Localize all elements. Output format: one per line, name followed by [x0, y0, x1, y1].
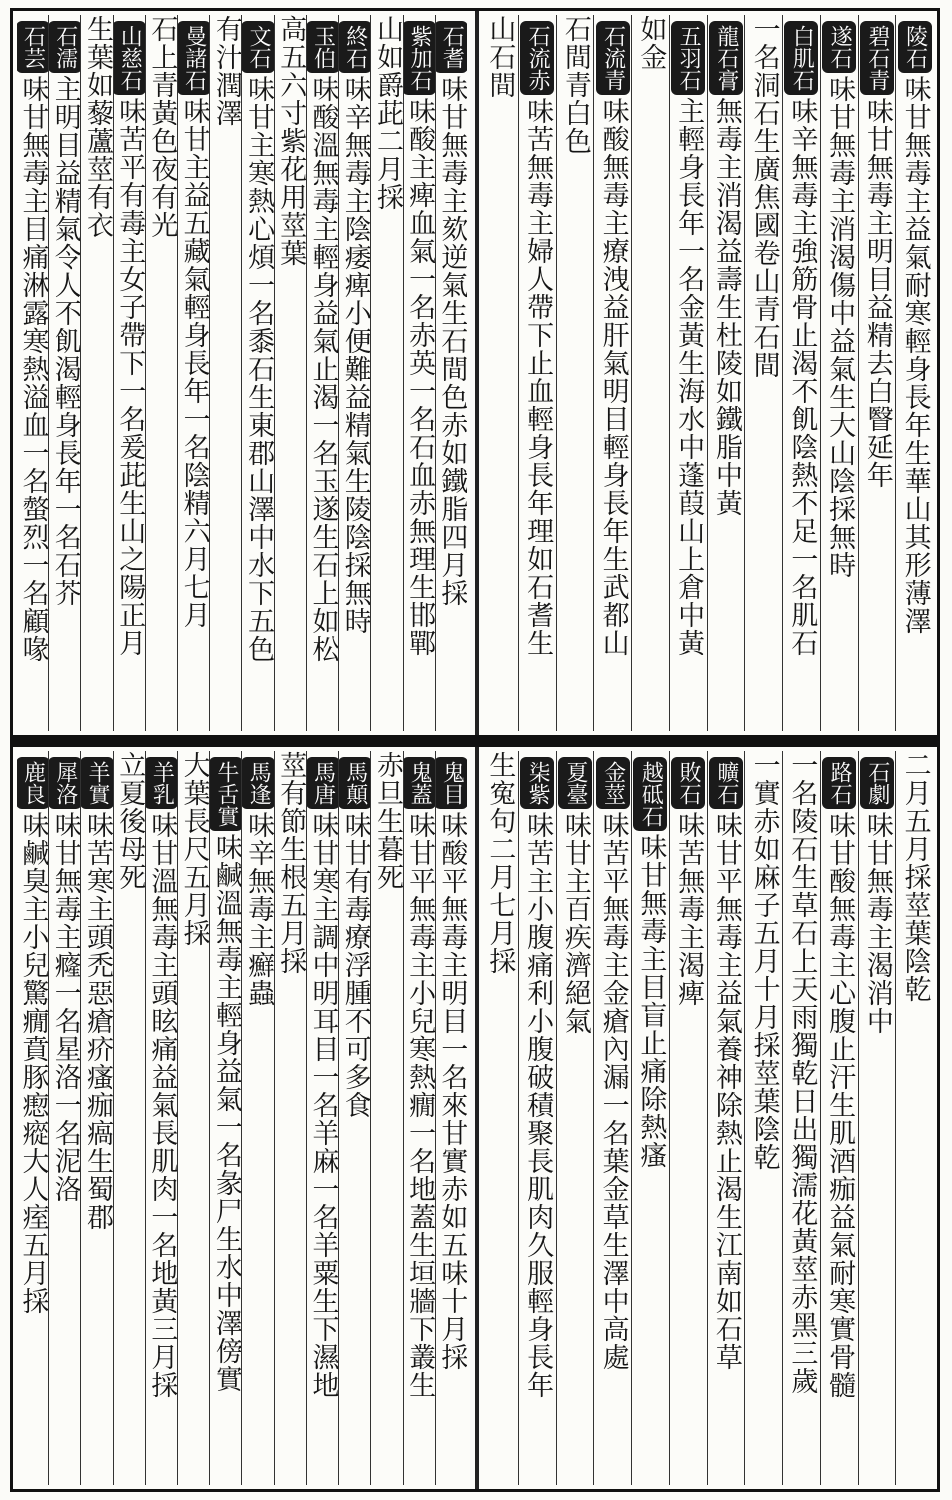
- entry-text: 味酸主痺血氣一名赤英一名石血赤無理生邯鄲: [404, 97, 435, 657]
- top-left-half: [17, 15, 467, 731]
- entry-text: 味甘主寒熱心煩一名黍石生東郡山澤中水下五色: [243, 75, 274, 663]
- text-column: [370, 751, 402, 1485]
- bottom-right-half: [481, 751, 933, 1485]
- text-column: [744, 751, 782, 1485]
- text-column: [820, 15, 858, 731]
- text-column: [48, 15, 80, 731]
- text-column: [274, 15, 306, 731]
- text-column: [707, 15, 745, 731]
- entry-text: 無毒主消渴益壽生杜陵如鐵脂中黃: [710, 97, 742, 517]
- entry-text: 味酸平無毒主明目一名來甘實赤如五味十月採: [436, 811, 467, 1371]
- entry-heading-label: 羊乳: [145, 757, 177, 809]
- entry-text: 立夏後母死: [114, 751, 145, 891]
- text-column: [858, 15, 896, 731]
- entry-heading-label: 碧石青: [860, 21, 894, 95]
- entry-heading-label: 石濡: [48, 21, 80, 73]
- text-column: [435, 751, 467, 1485]
- text-column: [669, 15, 707, 731]
- entry-heading-label: 玉伯: [306, 21, 338, 73]
- text-column: [707, 751, 745, 1485]
- entry-text: 味鹹溫無毒主輕身益氣一名彖尸生水中澤傍實: [210, 833, 242, 1393]
- entry-text: 味甘無毒主益氣耐寒輕身長年生華山其形薄澤: [899, 75, 931, 635]
- text-column: [556, 751, 594, 1485]
- text-column: [556, 15, 594, 731]
- entry-text: 一名洞石生廣焦國卷山青石間: [748, 15, 780, 379]
- entry-text: 味甘無毒主欬逆氣生石間色赤如鐵脂四月採: [436, 75, 467, 607]
- top-page-panel: [10, 8, 940, 738]
- text-column: [338, 751, 370, 1485]
- entry-heading-label: 曠石: [709, 757, 743, 809]
- entry-text: 味辛無毒主陰痿痺小便難益精氣生陵陰採無時: [339, 75, 371, 635]
- entry-heading-label: 石芸: [17, 21, 48, 73]
- text-column: [481, 751, 518, 1485]
- text-column: [241, 751, 273, 1485]
- entry-heading-label: 五羽石: [671, 21, 705, 95]
- entry-heading-label: 柒紫: [520, 757, 554, 809]
- entry-heading-label: 石流青: [596, 21, 630, 95]
- entry-text: 味甘無毒主目盲止痛除熱瘙: [635, 833, 667, 1169]
- entry-heading-label: 馬逢: [241, 757, 273, 809]
- text-column: [241, 15, 273, 731]
- entry-heading-label: 牛舌實: [209, 757, 241, 831]
- entry-text: 味甘有毒療浮腫不可多食: [339, 811, 371, 1119]
- text-column: [177, 15, 209, 731]
- text-column: [145, 751, 177, 1485]
- text-column: [306, 751, 338, 1485]
- entry-text: 味甘無毒主目痛淋露寒熱溢血一名螫烈一名顧喙: [17, 75, 49, 663]
- entry-text: 味甘無毒主渴消中: [861, 811, 893, 1035]
- entry-text: 石上青黃色夜有光: [146, 15, 178, 239]
- entry-text: 一名陵石生草石上天雨獨乾日出獨濡花黃莖赤黑三歲: [786, 751, 818, 1395]
- entry-text: 味甘無毒主消渴傷中益氣生大山陰採無時: [824, 75, 856, 579]
- center-gutter: [475, 11, 479, 735]
- text-column: [895, 751, 933, 1485]
- text-column: [48, 751, 80, 1485]
- entry-text: 味甘寒主調中明耳目一名羊麻一名羊粟生下濕地: [307, 811, 339, 1399]
- text-column: [370, 15, 402, 731]
- entry-heading-label: 陵石: [898, 21, 932, 73]
- text-column: [338, 15, 370, 731]
- entry-heading-label: 犀洛: [48, 757, 80, 809]
- entry-heading-label: 敗石: [671, 757, 705, 809]
- entry-text: 味甘無毒主明目益精去白瞖延年: [861, 97, 893, 489]
- entry-text: 味酸無毒主療洩益肝氣明目輕身長年生武都山: [597, 97, 629, 657]
- entry-heading-label: 終石: [338, 21, 370, 73]
- entry-heading-label: 龍石膏: [709, 21, 743, 95]
- text-column: [820, 751, 858, 1485]
- entry-text: 莖有節生根五月採: [275, 751, 306, 975]
- entry-heading-label: 鬼目: [435, 757, 467, 809]
- entry-text: 味苦平無毒主金瘡內漏一名葉金草生澤中高處: [597, 811, 629, 1371]
- center-gutter: [475, 747, 479, 1489]
- entry-text: 味甘溫無毒主頭眩痛益氣長肌肉一名地黃三月採: [146, 811, 178, 1399]
- text-column: [631, 751, 669, 1485]
- text-column: [782, 15, 820, 731]
- top-right-half: [481, 15, 933, 731]
- text-column: [435, 15, 467, 731]
- entry-heading-label: 越砥石: [633, 757, 667, 831]
- text-column: [17, 751, 48, 1485]
- bottom-page-panel: [10, 744, 940, 1492]
- entry-text: 如金: [635, 15, 667, 71]
- text-column: [17, 15, 48, 731]
- entry-text: 山石間: [484, 15, 516, 99]
- entry-text: 味苦無毒主婦人帶下止血輕身長年理如石耆生: [522, 97, 554, 657]
- text-column: [80, 751, 112, 1485]
- text-column: [209, 751, 241, 1485]
- entry-text: 有汁潤澤: [210, 15, 242, 127]
- text-column: [858, 751, 896, 1485]
- entry-heading-label: 石流赤: [520, 21, 554, 95]
- text-column: [782, 751, 820, 1485]
- text-column: [306, 15, 338, 731]
- text-column: [113, 15, 145, 731]
- text-column: [177, 751, 209, 1485]
- entry-text: 味甘無毒主癃一名星洛一名泥洛: [49, 811, 81, 1203]
- text-column: [518, 751, 556, 1485]
- text-column: [403, 15, 435, 731]
- entry-text: 生寃句二月七月採: [484, 751, 516, 975]
- text-column: [145, 15, 177, 731]
- entry-text: 味苦平有毒主女子帶下一名爰茈生山之陽正月: [114, 97, 145, 657]
- text-column: [518, 15, 556, 731]
- entry-text: 二月五月採莖葉陰乾: [899, 751, 931, 1003]
- entry-heading-label: 文石: [241, 21, 273, 73]
- entry-text: 味辛無毒主強筋骨止渴不飢陰熱不足一名肌石: [786, 97, 818, 657]
- entry-heading-label: 遂石: [822, 21, 856, 73]
- entry-text: 味甘主益五藏氣輕身長年一名陰精六月七月: [178, 97, 210, 629]
- entry-heading-label: 夏臺: [558, 757, 592, 809]
- entry-heading-label: 路石: [822, 757, 856, 809]
- entry-text: 主輕身長年一名金黃生海水中蓬葭山上倉中黃: [673, 97, 705, 657]
- entry-heading-label: 羊實: [80, 757, 112, 809]
- entry-text: 主明目益精氣令人不飢渴輕身長年一名石芥: [49, 75, 81, 607]
- entry-text: 味苦主小腹痛利小腹破積聚長肌肉久服輕身長年: [522, 811, 554, 1399]
- entry-heading-label: 紫加石: [403, 21, 435, 95]
- entry-text: 味甘平無毒主小兒寒熱癇一名地蓋生垣牆下叢生: [404, 811, 435, 1399]
- entry-text: 味甘主百疾濟絕氣: [559, 811, 591, 1035]
- entry-heading-label: 鹿良: [17, 757, 48, 809]
- entry-heading-label: 山慈石: [113, 21, 145, 95]
- entry-text: 味辛無毒主癬蟲: [243, 811, 274, 1007]
- text-column: [481, 15, 518, 731]
- entry-text: 味苦寒主頭禿惡瘡疥瘙痂瘑生蜀郡: [81, 811, 113, 1231]
- entry-heading-label: 白肌石: [784, 21, 818, 95]
- text-column: [209, 15, 241, 731]
- text-column: [631, 15, 669, 731]
- text-column: [80, 15, 112, 731]
- entry-heading-label: 馬唐: [306, 757, 338, 809]
- entry-text: 味苦無毒主渴痺: [673, 811, 705, 1007]
- text-column: [274, 751, 306, 1485]
- text-column: [593, 15, 631, 731]
- entry-text: 石間青白色: [559, 15, 591, 155]
- text-column: [669, 751, 707, 1485]
- entry-heading-label: 馬顛: [338, 757, 370, 809]
- bottom-left-half: [17, 751, 467, 1485]
- text-column: [113, 751, 145, 1485]
- entry-text: 味甘酸無毒主心腹止汗生肌酒痂益氣耐寒實骨髓: [824, 811, 856, 1399]
- text-column: [593, 751, 631, 1485]
- entry-text: 味酸溫無毒主輕身益氣止渴一名玉遂生石上如松: [307, 75, 339, 663]
- entry-text: 高五六寸紫花用莖葉: [275, 15, 306, 267]
- entry-text: 味甘平無毒主益氣養神除熱止渴生江南如石草: [710, 811, 742, 1371]
- entry-text: 生葉如藜蘆莖有衣: [81, 15, 113, 239]
- entry-heading-label: 石劇: [860, 757, 894, 809]
- entry-heading-label: 金莖: [596, 757, 630, 809]
- entry-text: 赤旦生暮死: [371, 751, 403, 891]
- entry-text: 山如爵茈二月採: [371, 15, 403, 211]
- entry-text: 大葉長尺五月採: [178, 751, 210, 947]
- text-column: [403, 751, 435, 1485]
- entry-text: 一實赤如麻子五月十月採莖葉陰乾: [748, 751, 780, 1171]
- text-column: [895, 15, 933, 731]
- entry-text: 味鹹臭主小兒驚癇賁豚瘛瘲大人痓五月採: [17, 811, 49, 1315]
- entry-heading-label: 曼諸石: [177, 21, 209, 95]
- entry-heading-label: 鬼蓋: [403, 757, 435, 809]
- entry-heading-label: 石耆: [435, 21, 467, 73]
- text-column: [744, 15, 782, 731]
